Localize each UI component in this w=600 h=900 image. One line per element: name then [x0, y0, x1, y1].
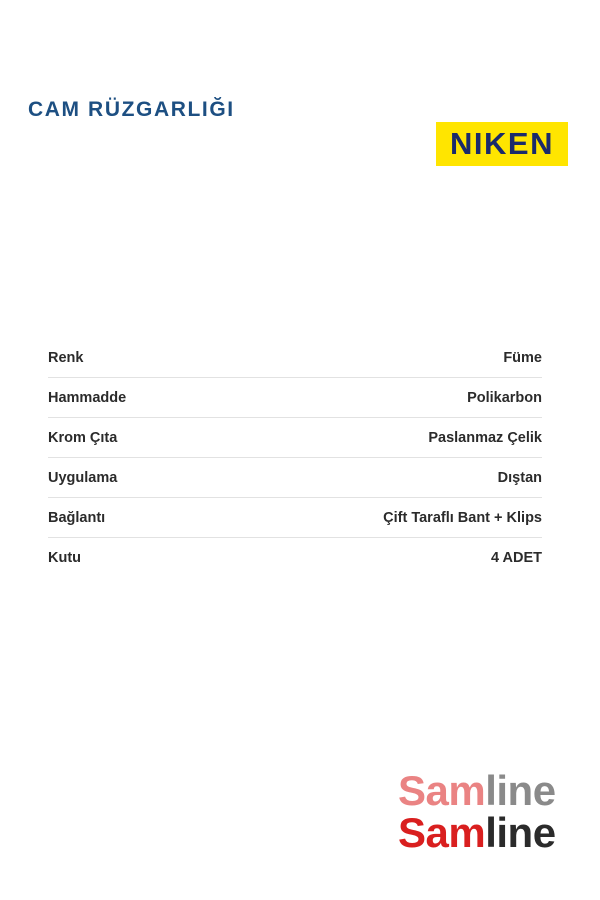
footer-logo-solid — [398, 809, 556, 856]
footer-logo-part1: Sam — [398, 809, 486, 856]
spec-value: Polikarbon — [467, 389, 542, 406]
specifications-table — [48, 338, 542, 577]
spec-value: Çift Taraflı Bant + Klips — [383, 509, 542, 526]
page-title: CAM RÜZGARLIĞI — [28, 98, 235, 121]
footer-logo-part2: line — [485, 809, 556, 856]
spec-value: Paslanmaz Çelik — [428, 429, 542, 446]
footer-logo-ghost-part2: line — [485, 767, 556, 814]
table-row — [48, 378, 542, 418]
spec-value: 4 ADET — [490, 549, 542, 566]
footer-logo — [398, 767, 578, 870]
spec-label: Kutu — [48, 549, 82, 566]
table-row — [48, 458, 542, 498]
footer-logo-ghost-part1: Sam — [398, 767, 486, 814]
brand-name: NIKEN — [450, 126, 554, 161]
table-row — [48, 538, 542, 577]
spec-label: Uygulama — [48, 469, 118, 486]
spec-label: Renk — [48, 349, 84, 366]
brand-logo-badge — [436, 122, 568, 166]
spec-label: Hammadde — [48, 389, 127, 406]
spec-label: Krom Çıta — [48, 429, 118, 446]
spec-value: Dıştan — [497, 469, 542, 486]
footer-logo-ghost — [398, 767, 556, 814]
table-row — [48, 418, 542, 458]
spec-label: Bağlantı — [48, 509, 106, 526]
spec-value: Füme — [503, 349, 542, 366]
table-row — [48, 338, 542, 378]
table-row — [48, 498, 542, 538]
